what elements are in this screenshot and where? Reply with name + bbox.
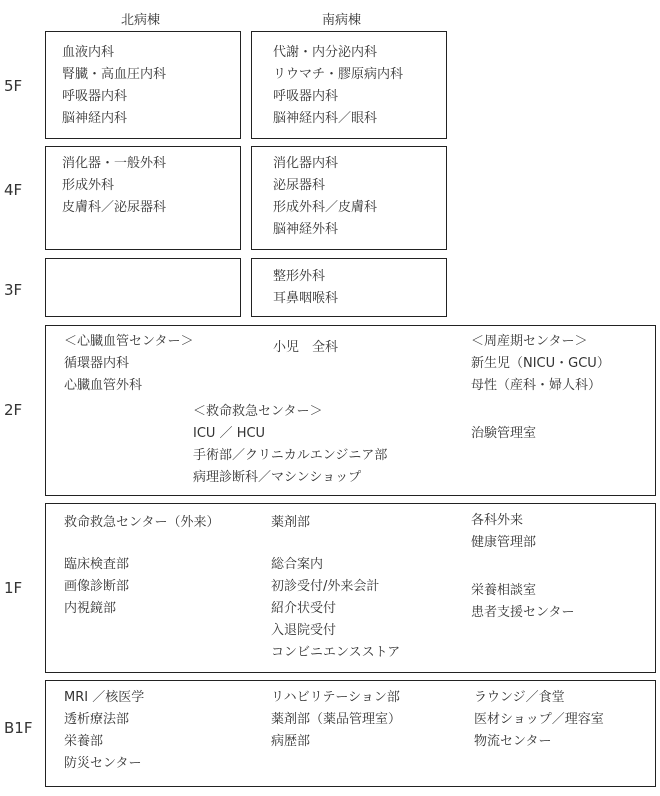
floor-1f-right-top-list	[471, 510, 536, 554]
floor-b1f-right-list	[474, 687, 604, 753]
list-item: 防災センター	[64, 756, 142, 771]
list-item: 脳神経外科	[273, 222, 339, 237]
list-item: 健康管理部	[471, 535, 537, 550]
cardio-center-title: ＜心臓血管センター＞	[64, 334, 194, 349]
floor-5f-north-list	[62, 42, 166, 130]
list-item: 腎臓・高血圧内科	[62, 67, 167, 82]
perinatal-center-title: ＜周産期センター＞	[471, 334, 588, 349]
floor-label-4f: 4F	[4, 181, 23, 199]
list-item: 消化器・一般外科	[62, 156, 167, 171]
list-item: 物流センター	[474, 734, 552, 749]
south-wing-header: 南病棟	[322, 13, 362, 28]
list-item: 代謝・内分泌内科	[273, 45, 378, 60]
clinical-trial-office: 治験管理室	[471, 426, 537, 441]
list-item: 新生児（NICU・GCU）	[471, 356, 610, 371]
cardio-center-group	[64, 331, 193, 397]
list-item: 循環器内科	[64, 356, 130, 371]
floor-4f-north-box	[45, 146, 241, 250]
floor-b1f-box	[45, 680, 656, 787]
list-item: 整形外科	[273, 269, 326, 284]
list-item: 薬剤部（薬品管理室）	[271, 712, 402, 727]
list-item: 内視鏡部	[64, 601, 117, 616]
list-item: 入退院受付	[271, 623, 337, 638]
list-item: 臨床検査部	[64, 557, 130, 572]
list-item: 画像診断部	[64, 579, 130, 594]
list-item: リハビリテーション部	[271, 690, 400, 705]
list-item: 栄養部	[64, 734, 104, 749]
floor-1f-box	[45, 503, 656, 673]
floor-4f-south-list	[273, 153, 377, 241]
north-wing-header: 北病棟	[121, 13, 161, 28]
floor-label-3f: 3F	[4, 281, 23, 299]
list-item: 形成外科	[62, 178, 115, 193]
floor-4f-north-list	[62, 153, 166, 219]
floor-5f-south-box	[251, 31, 447, 139]
list-item: 耳鼻咽喉科	[273, 291, 339, 306]
pediatrics-label: 小児 全科	[273, 340, 339, 355]
perinatal-center-group	[471, 331, 610, 397]
list-item: 総合案内	[271, 557, 324, 572]
list-item: 脳神経内科／眼科	[273, 111, 378, 126]
list-item: 各科外来	[471, 513, 524, 528]
list-item: 母性（産科・婦人科）	[471, 378, 602, 393]
list-item: 手術部／クリニカルエンジニア部	[193, 448, 388, 463]
list-item: 呼吸器内科	[273, 89, 339, 104]
list-item: コンビニエンスストア	[271, 645, 401, 660]
floor-label-2f: 2F	[4, 401, 23, 419]
floor-5f-south-list	[273, 42, 403, 130]
floor-label-b1f: B1F	[4, 719, 33, 737]
list-item: 病理診断科／マシンショップ	[193, 470, 362, 485]
floor-b1f-middle-list	[271, 687, 401, 753]
list-item: ラウンジ／食堂	[474, 690, 565, 705]
list-item: 初診受付/外来会計	[271, 579, 380, 594]
floor-1f-right-bottom-list	[471, 580, 574, 624]
pharmacy-label: 薬剤部	[271, 515, 311, 530]
floor-5f-north-box	[45, 31, 241, 139]
emergency-center-group	[193, 401, 387, 489]
floor-3f-south-list	[273, 266, 338, 310]
list-item: 透析療法部	[64, 712, 130, 727]
list-item: 血液内科	[62, 45, 115, 60]
list-item: 皮膚科／泌尿器科	[62, 200, 167, 215]
list-item: 栄養相談室	[471, 583, 537, 598]
list-item: 紹介状受付	[271, 601, 337, 616]
list-item: 病歴部	[271, 734, 311, 749]
floor-3f-south-box	[251, 258, 447, 317]
list-item: 医材ショップ／理容室	[474, 712, 604, 727]
list-item: 脳神経内科	[62, 111, 128, 126]
floor-1f-middle-list	[271, 554, 400, 664]
floor-label-1f: 1F	[4, 579, 23, 597]
floor-1f-left-list	[64, 554, 129, 620]
floor-label-5f: 5F	[4, 77, 23, 95]
emergency-center-title: ＜救命救急センター＞	[193, 404, 323, 419]
floor-b1f-left-list	[64, 687, 144, 775]
list-item: 心臓血管外科	[64, 378, 143, 393]
list-item: 泌尿器科	[273, 178, 326, 193]
list-item: 消化器内科	[273, 156, 339, 171]
floor-2f-box	[45, 325, 656, 496]
er-outpatient-label: 救命救急センター（外来）	[64, 515, 220, 530]
list-item: ICU ／ HCU	[193, 426, 266, 441]
list-item: MRI ／核医学	[64, 690, 145, 705]
list-item: 呼吸器内科	[62, 89, 128, 104]
list-item: 形成外科／皮膚科	[273, 200, 378, 215]
floor-3f-north-box	[45, 258, 241, 317]
floor-4f-south-box	[251, 146, 447, 250]
list-item: 患者支援センター	[471, 605, 575, 620]
list-item: リウマチ・膠原病内科	[273, 67, 404, 82]
